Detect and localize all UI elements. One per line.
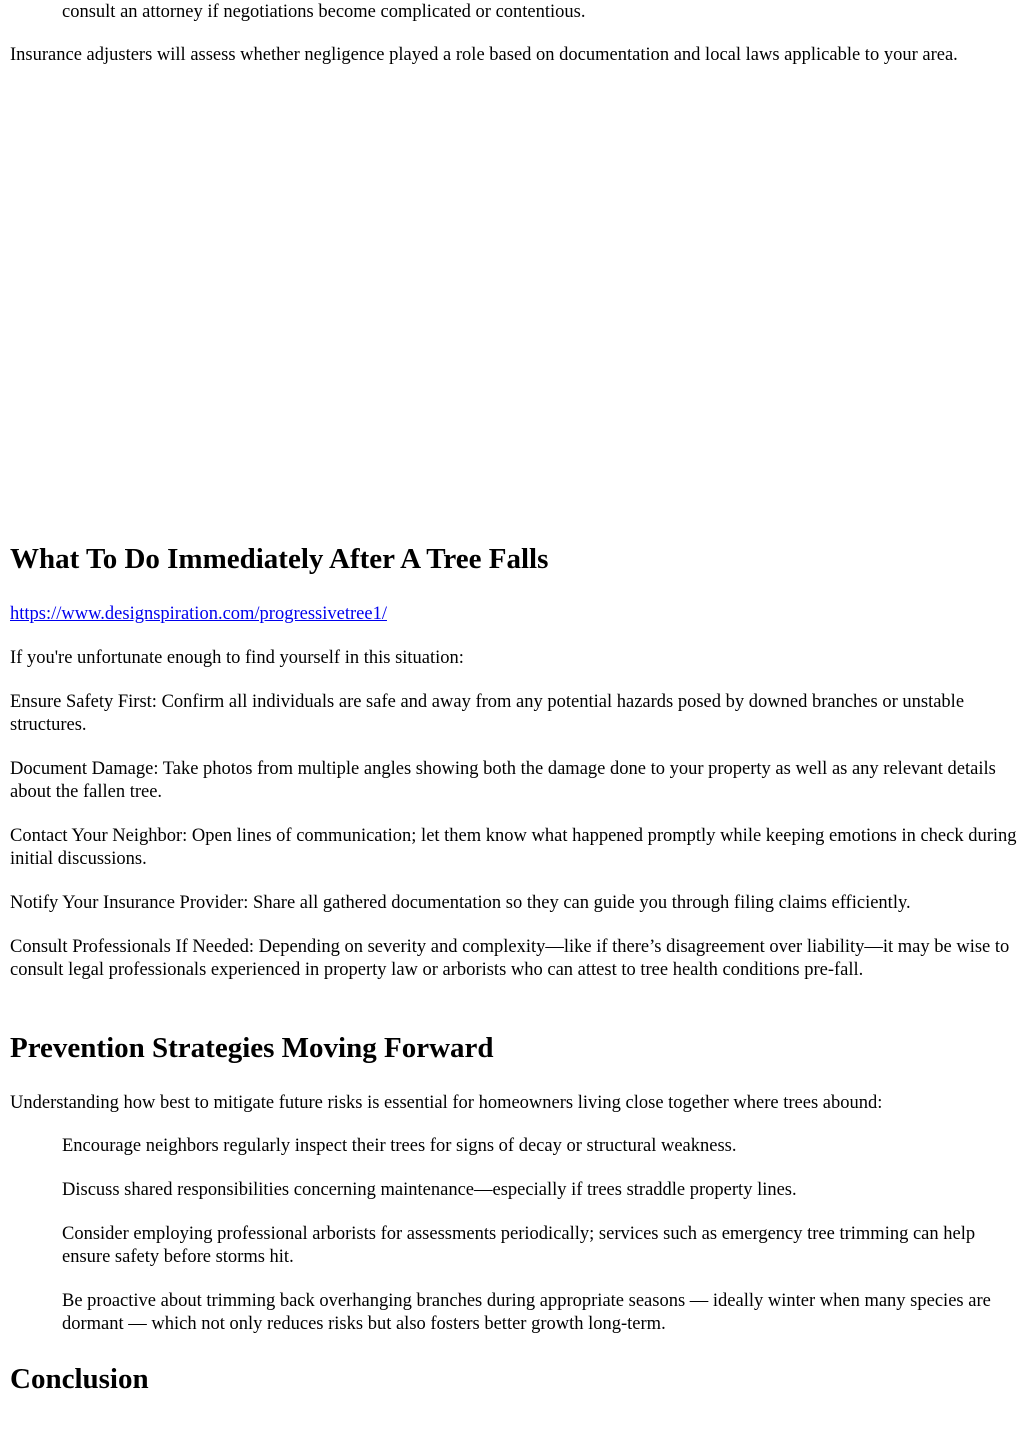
designspiration-link[interactable]: https://www.designspiration.com/progressivetree1/	[10, 604, 387, 624]
prevention-item-arborists: Consider employing professional arborists for assessments periodically; services such as emergency tree trimming can help ensure safety before storms hit.	[62, 1224, 976, 1267]
step-contact-neighbor: Contact Your Neighbor: Open lines of communication; let them know what happened promptly while keeping emotions in check during initial discussions.	[10, 826, 1017, 869]
step-notify-insurance: Notify Your Insurance Provider: Share all gathered documentation so they can guide you through filing claims efficiently.	[10, 893, 911, 913]
heading-prevention-strategies: Prevention Strategies Moving Forward	[10, 1032, 494, 1064]
prevention-lead: Understanding how best to mitigate future risks is essential for homeowners living close together where trees abound:	[10, 1093, 883, 1113]
prevention-item-shared-responsibilities: Discuss shared responsibilities concerning maintenance—especially if trees straddle property lines.	[62, 1180, 797, 1200]
adjusters-paragraph: Insurance adjusters will assess whether negligence played a role based on documentation and local laws applicable to your area.	[10, 45, 958, 65]
after-fall-lead: If you're unfortunate enough to find yourself in this situation:	[10, 648, 464, 668]
prevention-item-trimming: Be proactive about trimming back overhanging branches during appropriate seasons — ideally winter when many species are dormant — which not only reduces risks but also fosters better growth long-term.	[62, 1291, 991, 1334]
blank-embed-area	[10, 100, 1014, 530]
heading-after-tree-falls: What To Do Immediately After A Tree Falls	[10, 543, 549, 575]
prevention-item-inspect: Encourage neighbors regularly inspect their trees for signs of decay or structural weakness.	[62, 1136, 737, 1156]
reference-link-paragraph	[10, 603, 1018, 626]
continued-list-item: consult an attorney if negotiations become complicated or contentious.	[62, 2, 586, 22]
heading-conclusion: Conclusion	[10, 1363, 149, 1395]
step-consult-professionals: Consult Professionals If Needed: Depending on severity and complexity—like if there’s disagreement over liability—it may be wise to consult legal professionals experienced in property law or arborists who can attest to tree health conditions pre-fall.	[10, 937, 1010, 980]
step-document-damage: Document Damage: Take photos from multiple angles showing both the damage done to your property as well as any relevant details about the fallen tree.	[10, 759, 996, 802]
step-ensure-safety: Ensure Safety First: Confirm all individuals are safe and away from any potential hazards posed by downed branches or unstable structures.	[10, 692, 965, 735]
